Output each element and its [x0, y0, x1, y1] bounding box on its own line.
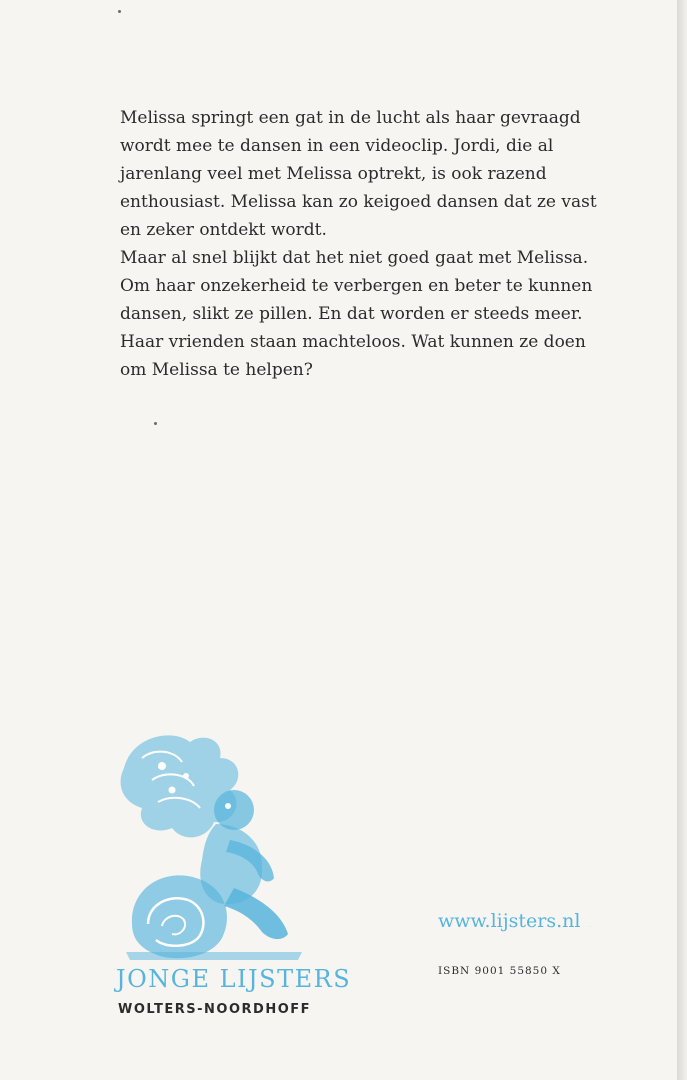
speck	[154, 422, 157, 425]
series-name: JONGE LIJSTERS	[116, 965, 352, 993]
blurb-paragraph-2: Maar al snel blijkt dat het niet goed gaat met Melissa. Om haar onzekerheid te verbergen en beter te kunnen dansen, slikt ze pillen. En dat worden er steeds meer. Haar vrienden staan machteloos. Wat kunnen ze doen om Melissa te helpen?	[120, 248, 593, 380]
blurb-paragraph-1: Melissa springt een gat in de lucht als haar gevraagd wordt mee te dansen in een videoclip. Jordi, die al jarenlang veel met Melissa optrekt, is ook razend enthousiast. Melissa kan zo keigoed dansen dat ze vast en zeker ontdekt wordt.	[120, 108, 597, 240]
speck	[118, 10, 121, 13]
publisher-name: WOLTERS-NOORDHOFF	[118, 1002, 312, 1017]
winged-cherub-statue-icon	[112, 728, 322, 963]
blurb-text	[120, 104, 600, 384]
website-link[interactable]: www.lijsters.nl	[438, 910, 581, 932]
isbn-number: ISBN 9001 55850 X	[438, 965, 561, 977]
cover-edge	[677, 0, 687, 1080]
